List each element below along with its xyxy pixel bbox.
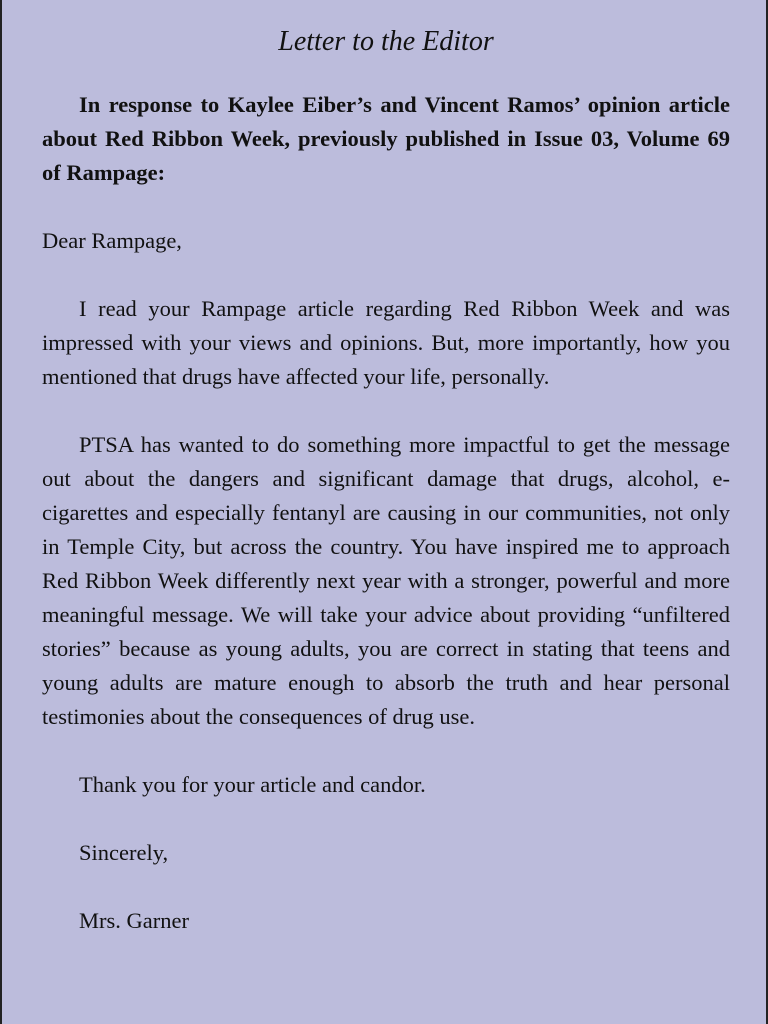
letter-signature: Mrs. Garner [79,908,189,933]
letter-salutation: Dear Rampage, [42,228,182,253]
letter-signoff: Sincerely, [79,840,169,865]
letter-title: Letter to the Editor [278,26,494,57]
letter-thanks: Thank you for your article and candor. [79,772,426,797]
letter-intro: In response to Kaylee Eiber’s and Vincent Ramos’ opinion article about Red Ribbon Week, previously published in Issue 03, Volume 69 of Rampage: [42,92,730,185]
letter-paragraph-1: I read your Rampage article regarding Red Ribbon Week and was impressed with your views and opinions. But, more importantly, how you mentioned that drugs have affected your life, personally. [42,296,730,389]
letter-body [42,88,730,938]
letter-paragraph-2: PTSA has wanted to do something more impactful to get the message out about the dangers and significant damage that drugs, alcohol, e-cigarettes and especially fentanyl are causing in our communities, not only in Temple City, but across the country. You have inspired me to approach Red Ribbon Week differently next year with a stronger, powerful and more meaningful message. We will take your advice about providing “unfiltered stories” because as young adults, you are correct in stating that teens and young adults are mature enough to absorb the truth and hear personal testimonies about the consequences of drug use. [42,432,730,729]
